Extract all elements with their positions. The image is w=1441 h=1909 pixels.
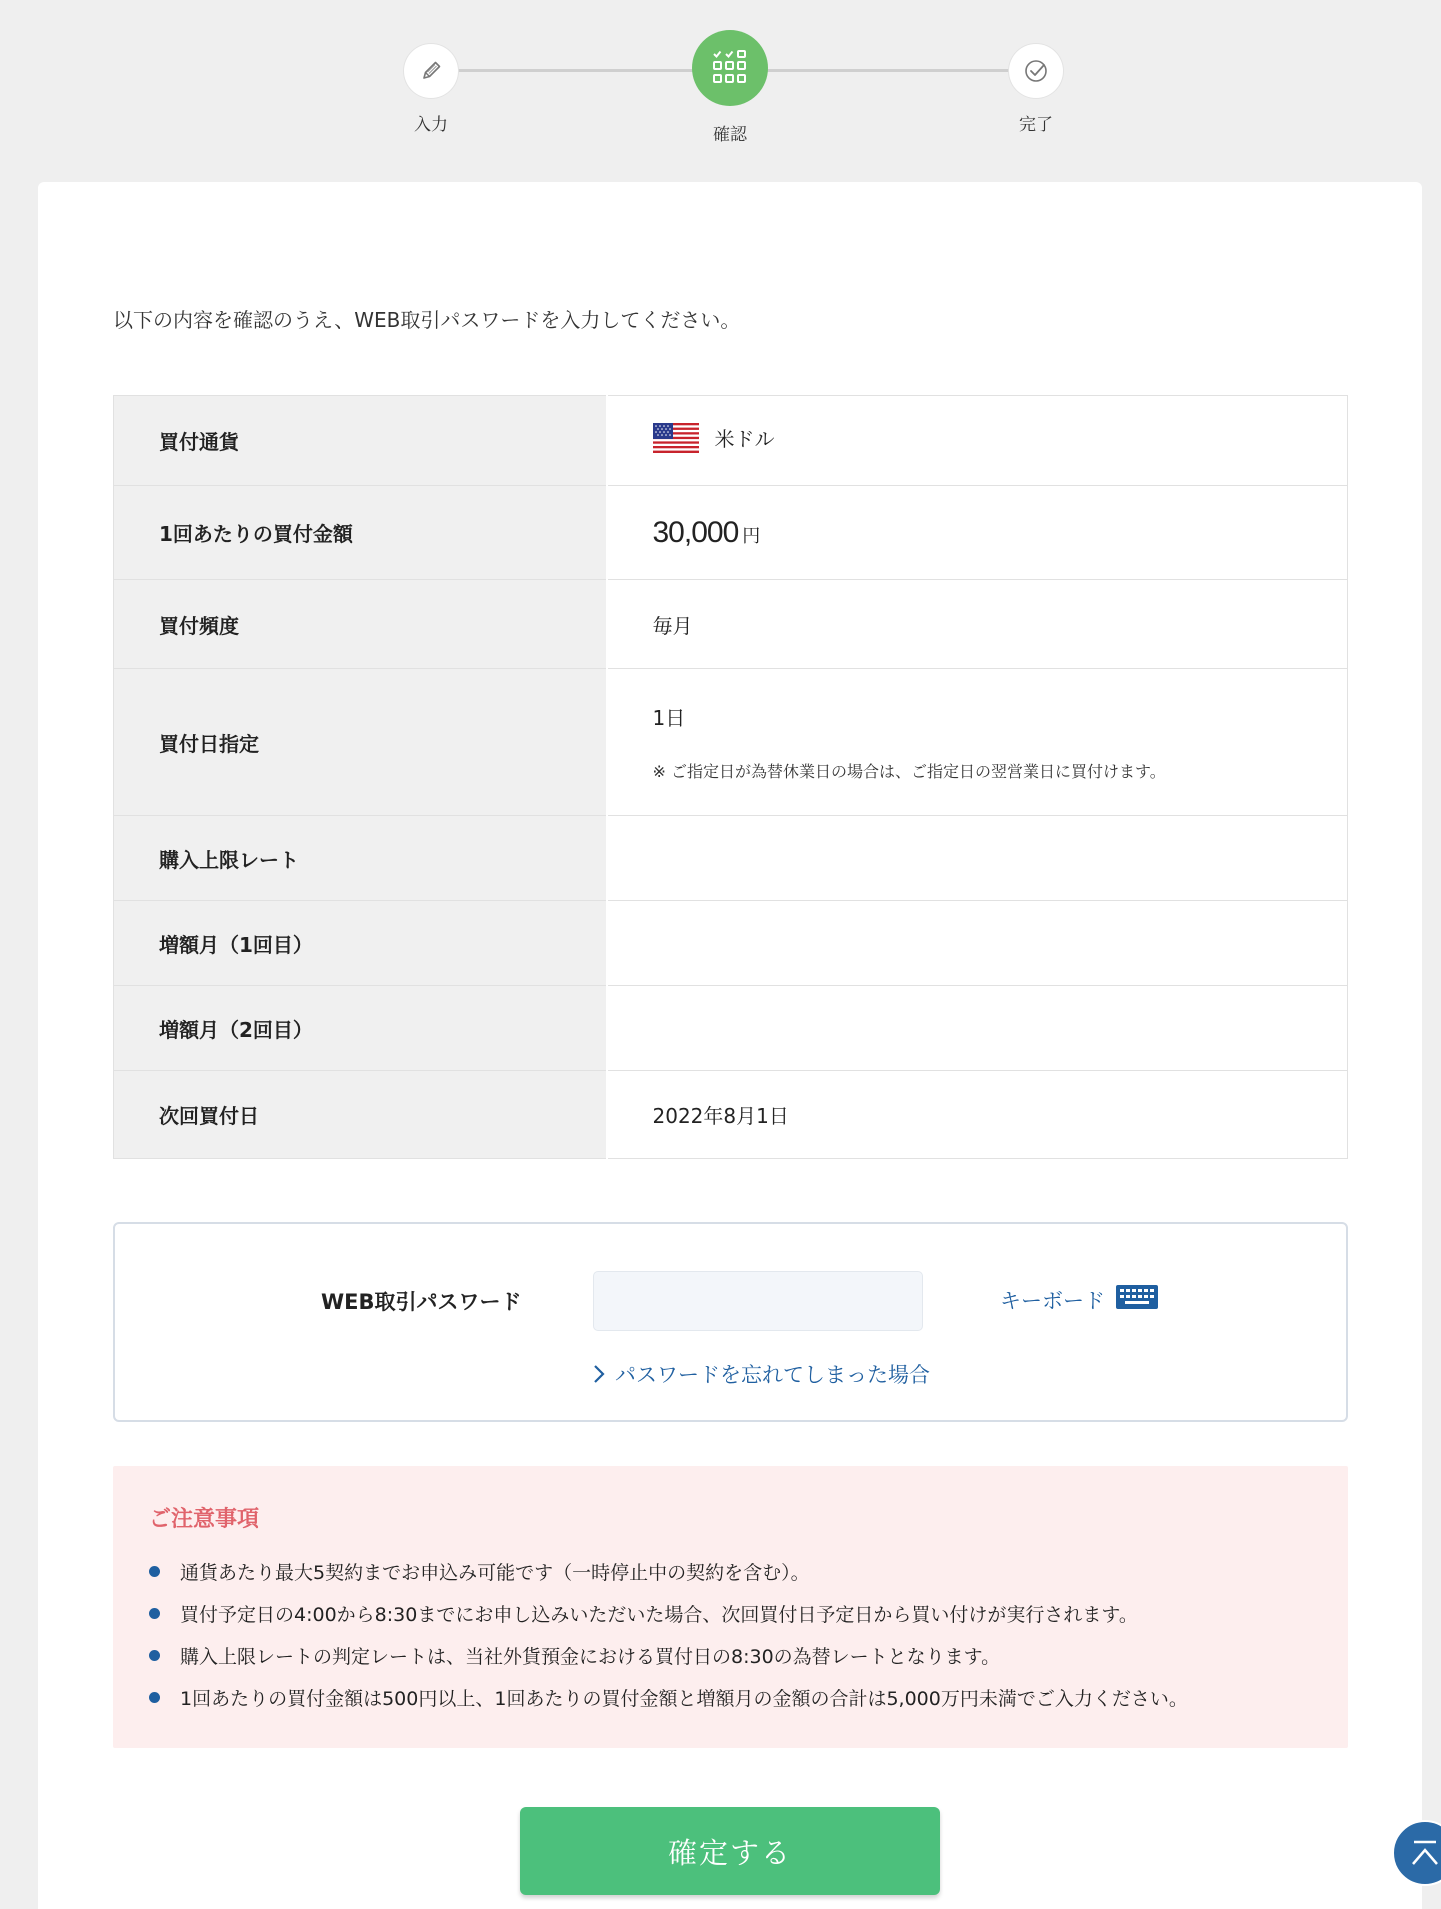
step-complete	[1008, 44, 1064, 135]
forgot-password-link[interactable]	[593, 1359, 930, 1389]
step-input	[396, 44, 466, 135]
notice-box	[113, 1466, 1348, 1748]
password-input[interactable]	[593, 1271, 923, 1331]
list-item	[149, 1592, 1188, 1634]
table-row	[114, 669, 1348, 816]
detail-table	[113, 395, 1348, 1159]
bullet-icon	[149, 1650, 160, 1661]
arrow-up-icon	[1408, 1836, 1441, 1870]
bullet-icon	[149, 1608, 160, 1619]
rate-limit-value	[607, 816, 1348, 901]
pencil-icon	[404, 44, 458, 98]
table-row	[114, 396, 1348, 486]
stepper-line	[458, 69, 700, 72]
password-label: WEB取引パスワード	[321, 1290, 522, 1314]
keyboard-label: キーボード	[1000, 1288, 1105, 1313]
step-label: 入力	[414, 115, 448, 135]
bullet-icon	[149, 1692, 160, 1703]
amount-value: 30,000	[652, 515, 739, 549]
increase1-value	[607, 901, 1348, 986]
step-confirm	[692, 30, 768, 145]
table-row	[114, 580, 1348, 669]
table-row	[114, 1071, 1348, 1159]
table-row	[114, 486, 1348, 580]
row-label: 買付頻度	[114, 580, 607, 669]
confirm-button[interactable]: 確定する	[520, 1807, 940, 1895]
table-row	[114, 986, 1348, 1071]
software-keyboard-button[interactable]	[1000, 1284, 1159, 1315]
password-section	[113, 1222, 1348, 1422]
confirm-card	[38, 182, 1422, 1909]
row-label: 購入上限レート	[114, 816, 607, 901]
row-label: 買付日指定	[114, 669, 607, 816]
bullet-icon	[149, 1566, 160, 1577]
row-label: 1回あたりの買付金額	[114, 486, 607, 580]
notice-list	[149, 1550, 1188, 1718]
notice-text: 買付予定日の4:00から8:30までにお申し込みいただいた場合、次回買付日予定日から買い付けが実行されます。	[180, 1603, 1138, 1626]
notice-text: 1回あたりの買付金額は500円以上、1回あたりの買付金額と増額月の金額の合計は5,000万円未満でご入力ください。	[180, 1687, 1188, 1710]
increase2-value	[607, 986, 1348, 1071]
row-label: 増額月（2回目）	[114, 986, 607, 1071]
list-item	[149, 1676, 1188, 1718]
grid-check-icon	[692, 30, 768, 106]
row-label: 次回買付日	[114, 1071, 607, 1159]
keyboard-icon	[1105, 1284, 1159, 1315]
notice-title: ご注意事項	[149, 1507, 260, 1532]
notice-text: 購入上限レートの判定レートは、当社外貨預金における買付日の8:30の為替レートとなります。	[180, 1645, 1001, 1668]
amount-unit: 円	[742, 525, 761, 547]
list-item	[149, 1550, 1188, 1592]
row-label: 増額月（1回目）	[114, 901, 607, 986]
step-label: 完了	[1019, 115, 1053, 135]
notice-text: 通貨あたり最大5契約までお申込み可能です（一時停止中の契約を含む）。	[180, 1561, 810, 1584]
progress-stepper	[0, 0, 1441, 180]
stepper-line	[760, 69, 1010, 72]
list-item	[149, 1634, 1188, 1676]
next-date-value: 2022年8月1日	[607, 1071, 1348, 1159]
table-row	[114, 816, 1348, 901]
currency-value: 米ドル	[714, 427, 775, 451]
day-note: ※ ご指定日が為替休業日の場合は、ご指定日の翌営業日に買付けます。	[652, 762, 1166, 781]
row-label: 買付通貨	[114, 396, 607, 486]
intro-text: 以下の内容を確認のうえ、WEB取引パスワードを入力してください。	[113, 308, 741, 332]
chevron-right-icon	[593, 1364, 605, 1384]
check-circle-icon	[1009, 44, 1063, 98]
day-value: 1日	[652, 706, 686, 730]
table-row	[114, 901, 1348, 986]
frequency-value: 毎月	[607, 580, 1348, 669]
step-label: 確認	[713, 125, 747, 145]
us-flag-icon	[653, 423, 699, 458]
forgot-password-label: パスワードを忘れてしまった場合	[615, 1363, 930, 1387]
